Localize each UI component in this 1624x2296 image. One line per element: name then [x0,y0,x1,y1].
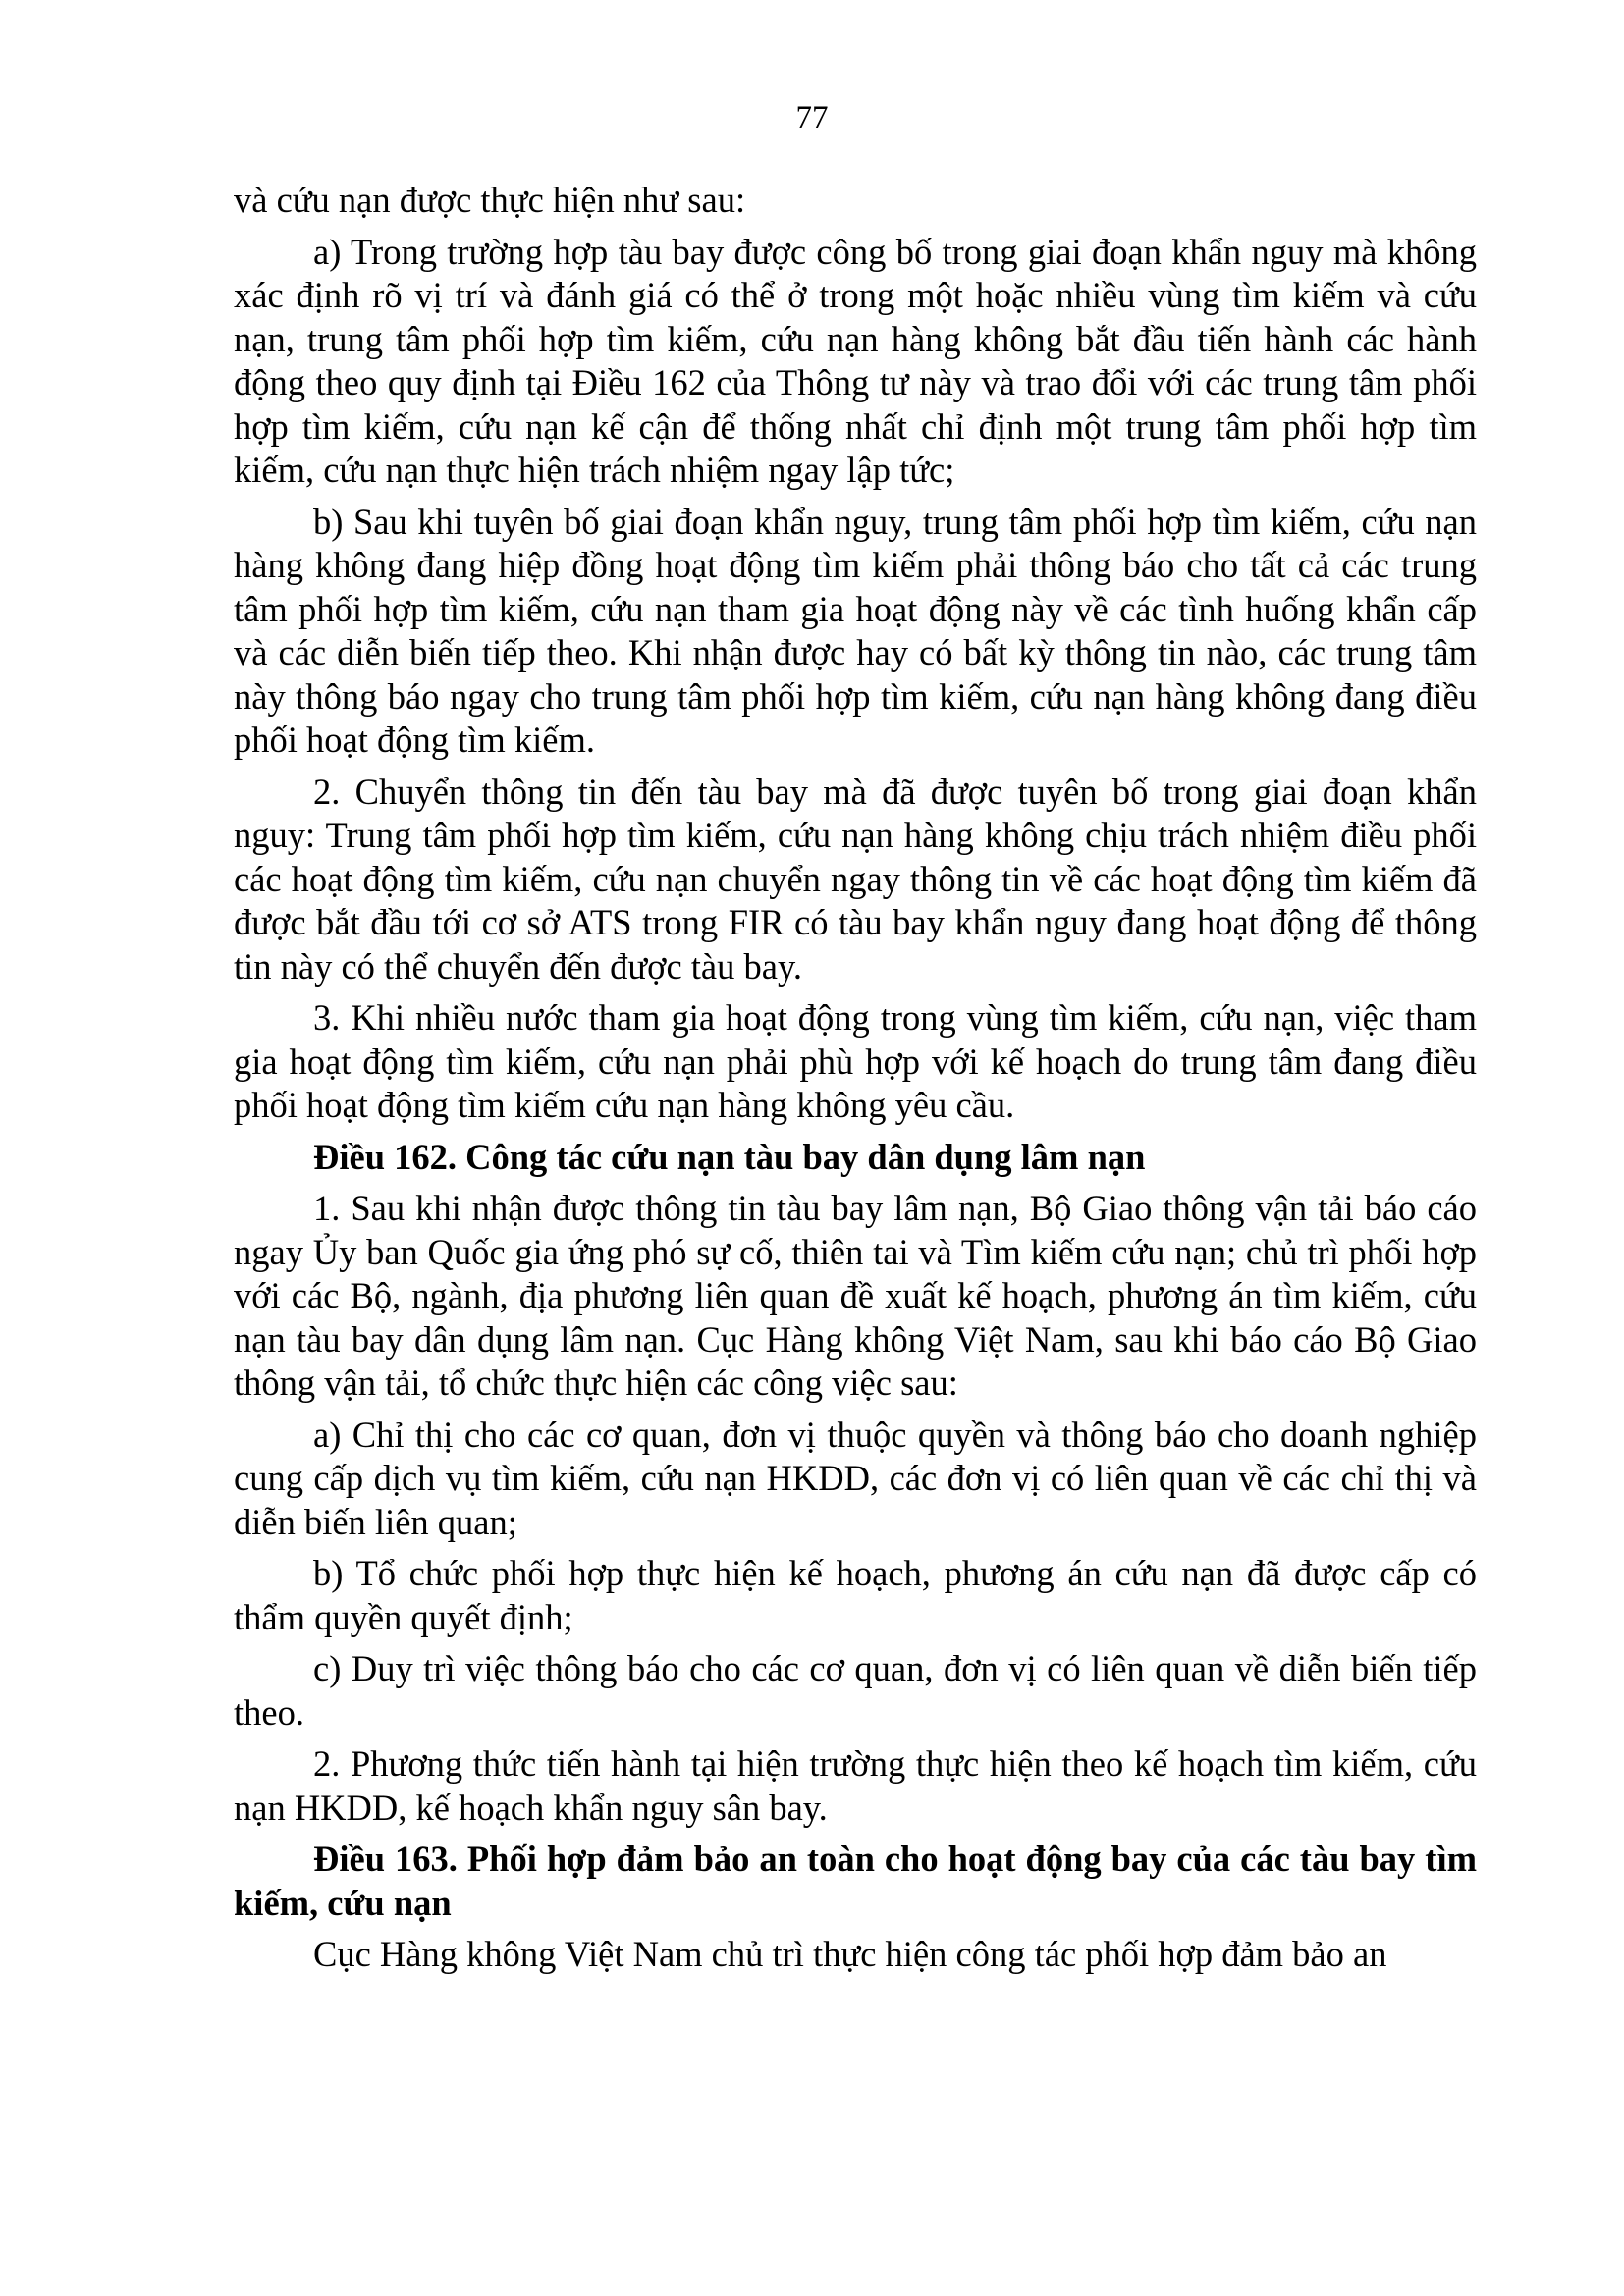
article-heading-162: Điều 162. Công tác cứu nạn tàu bay dân dụng lâm nạn [313,1136,1146,1177]
paragraph-article-162-item-b: b) Tổ chức phối hợp thực hiện kế hoạch, phương án cứu nạn đã được cấp có thẩm quyền quyết định; [234,1553,1477,1637]
paragraph-article-162-clause-1: 1. Sau khi nhận được thông tin tàu bay lâm nạn, Bộ Giao thông vận tải báo cáo ngay Ủy ban Quốc gia ứng phó sự cố, thiên tai và Tìm kiếm cứu nạn; chủ trì phối hợp với các Bộ, ngành, địa phương liên quan đề xuất kế hoạch, phương án tìm kiếm, cứu nạn tàu bay dân dụng lâm nạn. Cục Hàng không Việt Nam, sau khi báo cáo Bộ Giao thông vận tải, tổ chức thực hiện các công việc sau: [234,1188,1477,1403]
page-number: 77 [795,100,829,135]
document-body [234,179,1477,1985]
paragraph-clause-2: 2. Chuyển thông tin đến tàu bay mà đã được tuyên bố trong giai đoạn khẩn nguy: Trung tâm phối hợp tìm kiếm, cứu nạn hàng không chịu trách nhiệm điều phối các hoạt động tìm kiếm, cứu nạn chuyển ngay thông tin về các hoạt động tìm kiếm đã được bắt đầu tới cơ sở ATS trong FIR có tàu bay khẩn nguy đang hoạt động để thông tin này có thể chuyển đến được tàu bay. [234,771,1477,987]
paragraph-clause-3: 3. Khi nhiều nước tham gia hoạt động trong vùng tìm kiếm, cứu nạn, việc tham gia hoạt động tìm kiếm, cứu nạn phải phù hợp với kế hoạch do trung tâm đang điều phối hoạt động tìm kiếm cứu nạn hàng không yêu cầu. [234,997,1477,1125]
paragraph-continuation: và cứu nạn được thực hiện như sau: [234,180,746,220]
paragraph-item-a: a) Trong trường hợp tàu bay được công bố trong giai đoạn khẩn nguy mà không xác định rõ vị trí và đánh giá có thể ở trong một hoặc nhiều vùng tìm kiếm và cứu nạn, trung tâm phối hợp tìm kiếm, cứu nạn hàng không bắt đầu tiến hành các hành động theo quy định tại Điều 162 của Thông tư này và trao đổi với các trung tâm phối hợp tìm kiếm, cứu nạn kế cận để thống nhất chỉ định một trung tâm phối hợp tìm kiếm, cứu nạn thực hiện trách nhiệm ngay lập tức; [234,231,1477,490]
paragraph-article-162-item-a: a) Chỉ thị cho các cơ quan, đơn vị thuộc quyền và thông báo cho doanh nghiệp cung cấp dịch vụ tìm kiếm, cứu nạn HKDD, các đơn vị có liên quan về các chỉ thị và diễn biến liên quan; [234,1414,1477,1542]
article-heading-163: Điều 163. Phối hợp đảm bảo an toàn cho hoạt động bay của các tàu bay tìm kiếm, cứu nạn [234,1839,1477,1923]
paragraph-item-b: b) Sau khi tuyên bố giai đoạn khẩn nguy, trung tâm phối hợp tìm kiếm, cứu nạn hàng không đang hiệp đồng hoạt động tìm kiếm phải thông báo cho tất cả các trung tâm phối hợp tìm kiếm, cứu nạn tham gia hoạt động này về các tình huống khẩn cấp và các diễn biến tiếp theo. Khi nhận được hay có bất kỳ thông tin nào, các trung tâm này thông báo ngay cho trung tâm phối hợp tìm kiếm, cứu nạn hàng không đang điều phối hoạt động tìm kiếm. [234,501,1477,760]
paragraph-article-162-item-c: c) Duy trì việc thông báo cho các cơ quan, đơn vị có liên quan về diễn biến tiếp theo. [234,1648,1477,1733]
paragraph-article-162-clause-2: 2. Phương thức tiến hành tại hiện trường thực hiện theo kế hoạch tìm kiếm, cứu nạn HKDD, kế hoạch khẩn nguy sân bay. [234,1743,1477,1828]
paragraph-article-163-body: Cục Hàng không Việt Nam chủ trì thực hiện công tác phối hợp đảm bảo an [313,1934,1387,1974]
